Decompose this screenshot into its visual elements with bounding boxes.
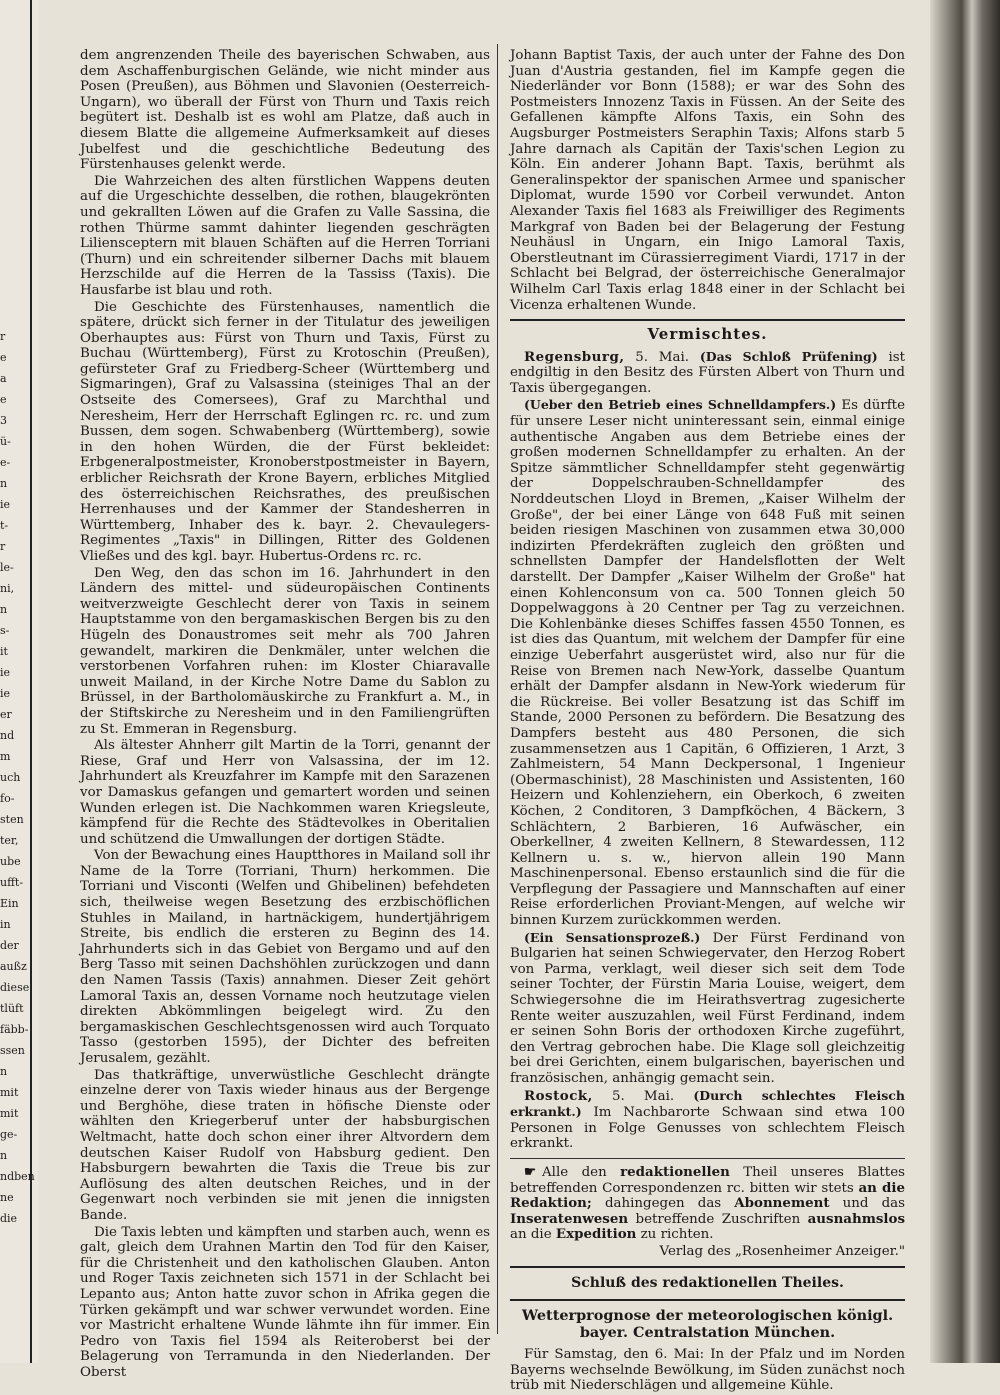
- section-rule: [510, 1299, 905, 1301]
- news-text: Der Fürst Ferdinand von Bulgarien hat seinen Schwiegervater, den Herzog Robert von Parma, verklagt, weil dieser sich seit dem Tode seiner Tochter, der Fürstin Maria Louise, weigert, dem Schwiegersohne die im Heirathsvertrag zugesicherte Rente weiter auszuzahlen, weil Fürst Ferdinand, indem er seinen Sohn Boris der orthodoxen Kirche zugeführt, den Vertrag gebrochen habe. Die Klage soll gleichzeitig bei drei Gerichten, einem bulgarischen, bayerischen und französischen, anhängig gemacht sein.: [510, 930, 905, 1086]
- gutter-fragment: fo-: [0, 792, 15, 805]
- news-item-regensburg: [510, 349, 905, 397]
- gutter-fragment: r: [0, 330, 6, 343]
- article-paragraph: Das thatkräftige, unverwüstliche Geschlecht drängte einzelne derer von Taxis wieder hinaus aus der Bergenge und Berghöhe, diese traten in höfische Dienste oder wählten den Kriegerberuf unter der habsburgischen Weltmacht, hatte doch schon einer ihrer Altvordern dem deutschen Kaiser Rudolf von Habsburg gedient. Den Habsburgern bewahrten die Taxis die Treue bis zur Auflösung des alten deutschen Reiches, und in der Gegenwart noch verbinden sie mit jenen die innigsten Bande.: [80, 1067, 490, 1223]
- news-item-sensationsprozess: [510, 930, 905, 1087]
- dateline-place: Regensburg,: [524, 348, 625, 365]
- gutter-fragment: ube: [0, 855, 21, 868]
- gutter-fragment: ü-: [0, 435, 11, 448]
- dateline-date: 5. Mai.: [592, 1088, 675, 1104]
- gutter-fragment: t-: [0, 519, 9, 532]
- gutter-fragment: 3: [0, 414, 7, 427]
- article-paragraph: Den Weg, den das schon im 16. Jahrhundert in den Ländern des mittel- und südeuropäischen Continents weitverzweigte Geschlecht derer von Taxis in seinem Hauptstamme von den bergamaskischen Bergen bis zu den Hügeln des Donaustromes seit mehr als 700 Jahren gewandelt, markiren die Denkmäler, unter welchen die verstorbenen Vorfahren ruhen: im Kloster Chiaravalle unweit Mailand, in der Kirche Notre Dame du Sablon zu Brüssel, in der Bartholomäuskirche zu Frankfurt a. M., in der Stiftskirche zu Neresheim und in den Familiengrüften zu St. Emmeran in Regensburg.: [80, 565, 490, 737]
- news-item-rostock: [510, 1088, 905, 1152]
- gutter-fragment: m: [0, 750, 11, 763]
- gutter-fragment: n: [0, 477, 8, 490]
- gutter-fragment: mit: [0, 1086, 19, 1099]
- notice-emphasis: redaktionellen: [620, 1163, 730, 1180]
- notice-text: zu richten.: [636, 1227, 714, 1243]
- article-paragraph: Die Geschichte des Fürstenhauses, namentlich die spätere, drückt sich ferner in der Titulatur des jeweiligen Oberhauptes aus: Fürst von Thurn und Taxis, Fürst zu Buchau (Württemberg), Fürst zu Krotoschin (Preußen), gefürsteter Graf zu Friedberg-Scheer (Württemberg und Sigmaringen), Graf zu Valsassina (steiniges Thal an der Ostseite des Comersees), Graf zu Marchthal und Neresheim, Herr der Herrschaft Eglingen rc. rc. und zum Bussen, dem sogen. Schwabenberg (Württemberg), sowie in den hohen Würden, die der Fürst bekleidet: Erbgeneralpostmeister, Kronoberstpostmeister in Bayern, erblicher Reichsrath der Krone Bayern, erbliches Mitglied des österreichischen Reichsrathes, des preußischen Herrenhauses und der Kammer der Standesherren in Württemberg, Inhaber des k. bayr. 2. Chevaulegers-Regimentes „Taxis" in Dillingen, Ritter des Goldenen Vließes und des kgl. bayr. Hubertus-Ordens rc. rc.: [80, 299, 490, 564]
- article-paragraph: Von der Bewachung eines Hauptthores in Mailand soll ihr Name de la Torre (Torriani, Thurn) herkommen. Die Torriani und Visconti (Welfen und Ghibelinen) befehdeten sich, theilweise wegen Besetzung des erzbischöflichen Stuhles in Mailand, in hartnäckigem, hundertjährigem Streite, bis endlich die ersteren zu Beginn des 14. Jahrhunderts sich in das Gebiet von Bergamo und auf den Berg Tasso mit seinen Dachshöhlen zurückzogen und dann den Namen Tassis (Taxis) annahmen. Dieser Zeit gehört Lamoral Taxis an, dessen Vorname noch heutzutage vielen direkten Abkömmlingen beigelegt wird. Zu den bergamaskischen Geschlechtsgenossen wird auch Torquato Tasso (gestorben 1595), der Dichter des befreiten Jerusalem, gezählt.: [80, 848, 490, 1066]
- news-subhead: (Durch schlechtes Fleisch erkrankt.): [510, 1087, 905, 1120]
- column-divider: [497, 44, 498, 1334]
- notice-text: betreffende Zuschriften: [628, 1211, 808, 1227]
- gutter-fragment: tlüft: [0, 1002, 24, 1015]
- pointing-hand-icon: ☛: [524, 1163, 537, 1180]
- notice-emphasis: Abonnement: [734, 1195, 830, 1212]
- dateline-place: Rostock,: [524, 1087, 593, 1104]
- gutter-fragment: n: [0, 1149, 8, 1162]
- notice-text: an die: [510, 1227, 556, 1243]
- section-rule: [510, 1266, 905, 1268]
- left-page-gutter: [0, 0, 38, 1363]
- right-column: [510, 48, 905, 1395]
- news-subhead: (Ueber den Betrieb eines Schnelldampfers.): [524, 397, 837, 413]
- gutter-fragment: der: [0, 939, 19, 952]
- editorial-end-marker: Schluß des redaktionellen Theiles.: [571, 1274, 844, 1291]
- article-paragraph: dem angrenzenden Theile des bayerischen Schwaben, aus dem Aschaffenburgischen Gelände, wie nicht minder aus Posen (Preußen), aus Böhmen und Slavonien (Oesterreich-Ungarn), wo überall der Fürst von Thurn und Taxis reich begütert ist. Deshalb ist es wohl am Platze, daß auch in diesem Blatte die allgemeine Aufmerksamkeit auf dieses Jubelfest und die geschichtliche Bedeutung des Fürstenhauses gelenkt werde.: [80, 48, 490, 173]
- news-text: Im Nachbarorte Schwaan sind etwa 100 Personen in Folge Genusses von schlechtem Fleisch erkrankt.: [510, 1105, 905, 1152]
- gutter-fragment: ge-: [0, 1128, 18, 1141]
- gutter-fragment: n: [0, 603, 8, 616]
- gutter-fragment: die: [0, 1212, 18, 1225]
- notice-text: Alle den: [542, 1164, 621, 1180]
- section-rule: [510, 319, 905, 321]
- gutter-fragment: e: [0, 393, 7, 406]
- misc-section-title: Vermischtes.: [647, 325, 768, 344]
- news-item-schnelldampfer: [510, 397, 905, 928]
- gutter-fragment: n: [0, 1065, 8, 1078]
- gutter-fragment: s-: [0, 624, 10, 637]
- book-spine: [930, 0, 1000, 1363]
- article-continuation: Johann Baptist Taxis, der auch unter der Fahne des Don Juan d'Austria gestanden, fiel im Kampfe gegen die Niederländer vor Bonn (1588); er war des Sohn des Postmeisters Innozenz Taxis in Füssen. An der Seite des Gefallenen kämpfte Alfons Taxis, ein Sohn des Augsburger Postmeisters Seraphin Taxis; Alfons starb 5 Jahre darnach als Capitän der Taxis'schen Legion zu Köln. Ein anderer Johann Bapt. Taxis, berühmt als Generalinspektor der spanischen Armee und spanischer Diplomat, wurde 1590 vor Corbeil verwundet. Anton Alexander Taxis fiel 1683 als Freiwilliger des Regiments Markgraf von Baden bei der Belagerung der Festung Neuhäusl in Ungarn, ein Inigo Lamoral Taxis, Oberstleutnant im Cürassierregiment Viardi, 1717 in der Schlacht bei Belgrad, der österreichische Generalmajor Wilhelm Carl Taxis erlag 1848 einer in der Schlacht bei Vicenza erhaltenen Wunde.: [510, 48, 905, 313]
- dateline-date: 5. Mai.: [624, 349, 689, 365]
- gutter-fragment: it: [0, 645, 8, 658]
- gutter-fragment: ne: [0, 1191, 14, 1204]
- gutter-fragment: ndben: [0, 1170, 35, 1183]
- gutter-fragment: ni,: [0, 582, 15, 595]
- gutter-fragment: ie: [0, 687, 11, 700]
- gutter-fragment: in: [0, 918, 11, 931]
- gutter-fragment: e-: [0, 456, 11, 469]
- gutter-fragment: ie: [0, 666, 11, 679]
- notice-text: dahingegen das: [591, 1196, 735, 1212]
- article-paragraph: Als ältester Ahnherr gilt Martin de la Torri, genannt der Riese, Graf und Herr von Valsassina, der im 12. Jahrhundert als Kreuzfahrer im Kampfe mit den Sarazenen vor Damaskus gefangen und gemartert worden und seinen Wunden erlegen ist. Die Nachkommen waren Kriegsleute, kämpfend für die Rechte des Städtevolkes in Oberitalien und schützend die Umwallungen der dortigen Städte.: [80, 738, 490, 847]
- gutter-fragment: e: [0, 351, 7, 364]
- notice-emphasis: Expedition: [555, 1226, 637, 1243]
- left-column: [80, 48, 490, 1381]
- section-rule: [510, 1158, 905, 1159]
- gutter-fragment: diese: [0, 981, 30, 994]
- gutter-fragment: nd: [0, 729, 15, 742]
- gutter-fragment: er: [0, 708, 12, 721]
- news-subhead: (Ein Sensationsprozeß.): [524, 929, 701, 945]
- gutter-fragment: sten: [0, 813, 24, 826]
- gutter-fragment: a: [0, 372, 7, 385]
- gutter-fragment: ter,: [0, 834, 19, 847]
- news-text: ist endgiltig in den Besitz des Fürsten Albert von Thurn und Taxis übergegangen.: [510, 349, 906, 396]
- notice-emphasis: Inseratenwesen: [510, 1210, 629, 1227]
- news-subhead: (Das Schloß Prüfening): [689, 348, 878, 364]
- notice-text: Theil unseres Blattes betreffenden Correspondenzen rc. bitten wir stets: [510, 1164, 905, 1196]
- notice-text: und das: [829, 1196, 905, 1212]
- gutter-fragment: fäbb-: [0, 1023, 29, 1036]
- article-paragraph: Die Taxis lebten und kämpften und starben auch, wenn es galt, gleich dem Urahnen Martin den Tod für den Kaiser, für die Christenheit und den katholischen Glauben. Anton und Roger Taxis zeichneten sich 1571 in der Schlacht bei Lepanto aus; Anton hatte zuvor schon in Afrika gegen die Türken gekämpft und war schwer verwundet worden. Eine vor Mastricht erhaltene Wunde lähmte ihn für immer. Ein Pedro von Taxis fiel 1594 als Reiteroberst bei der Belagerung von Terramunda in den Niederlanden. Der Oberst: [80, 1224, 490, 1380]
- gutter-fragment: ie: [0, 498, 11, 511]
- editorial-notice: [510, 1165, 905, 1243]
- gutter-fragment: außz: [0, 960, 27, 973]
- notice-emphasis: ausnahmslos: [807, 1210, 905, 1227]
- newspaper-page: [44, 34, 924, 1394]
- left-gutter-rule: [30, 0, 32, 1363]
- weather-forecast-text: Für Samstag, den 6. Mai: In der Pfalz und im Norden Bayerns wechselnde Bewölkung, im Süden zunächst noch trüb mit Niederschlägen und allgemeine Kühle.: [510, 1347, 905, 1394]
- gutter-fragment: le-: [0, 561, 14, 574]
- weather-forecast-title: Wetterprognose der meteorologischen königl. bayer. Centralstation München.: [521, 1307, 894, 1342]
- gutter-fragment: ufft-: [0, 876, 24, 889]
- notice-signature: Verlag des „Rosenheimer Anzeiger.": [659, 1243, 905, 1259]
- gutter-fragment: uch: [0, 771, 21, 784]
- gutter-fragment: mit: [0, 1107, 19, 1120]
- gutter-fragment: ssen: [0, 1044, 25, 1057]
- gutter-fragment: Ein: [0, 897, 19, 910]
- gutter-fragment: r: [0, 540, 6, 553]
- notice-emphasis: an die Redaktion;: [510, 1179, 905, 1212]
- news-text: Es dürfte für unsere Leser nicht uninteressant sein, einmal einige authentische Angaben aus dem Betriebe eines der großen modernen Schnelldampfer zu erhalten. An der Spitze sämmtlicher Schnelldampfer steht gegenwärtig der Doppelschrauben-Schnelldampfer des Norddeutschen Lloyd in Bremen, „Kaiser Wilhelm der Große", der bei einer Länge von 648 Fuß mit seinen beiden riesigen Maschinen von zusammen etwa 30,000 indizirten Pferdekräften zugleich den größten und schnellsten Dampfer der Handelsflotten der Welt darstellt. Der Dampfer „Kaiser Wilhelm der Große" hat einen Kohlenconsum von ca. 500 Tonnen gleich 50 Doppelwaggons à 20 Centner per Tag zu verzeichnen. Die Kohlenbänke dieses Schiffes fassen 4550 Tonnen, es ist dies das Quantum, mit welchem der Dampfer für eine einzige Ueberfahrt ausgerüstet wird, also nur für die Reise von Bremen nach New-York, dasselbe Quantum erhält der Dampfer alsdann in New-York wiederum für die Rückreise. Bei voller Besatzung ist das Schiff im Stande, 2000 Personen zu befördern. Die Besatzung des Dampfers besteht aus 480 Personen, die sich zusammensetzen aus 1 Capitän, 6 Offizieren, 1 Arzt, 3 Zahlmeistern, 54 Mann Deckpersonal, 1 Ingenieur (Obermaschinist), 28 Maschinisten und Assistenten, 160 Heizern und Kohlenziehern, ein Oberkoch, 6 zweiten Köchen, 2 Conditoren, 3 Dampfköchen, 4 Bäckern, 3 Schlächtern, 2 Barbieren, 16 Aufwäscher, ein Oberkellner, 4 zweiten Kellnern, 8 Stewardessen, 112 Kellnern u. s. w., hiervon allein 190 Mann Maschinenpersonal. Ebenso erstaunlich sind die für die Verpflegung der Passagiere und Mannschaften auf einer Reise erforderlichen Proviant-Mengen, auf welche wir binnen Kurzem zurückkommen werden.: [510, 398, 905, 929]
- article-paragraph: Die Wahrzeichen des alten fürstlichen Wappens deuten auf die Urgeschichte desselben, die rothen, blaugekrönten und gekrallten Löwen auf die Grafen zu Valle Sassina, die rothen Thürme sammt dahinter liegenden geschrägten Liliensceptern mit blauen Schäften auf die Herren Torriani (Thurn) und ein schreitender silberner Dachs mit blauem Herzschilde auf die Herren de la Tassiss (Taxis). Die Hausfarbe ist blau und roth.: [80, 173, 490, 298]
